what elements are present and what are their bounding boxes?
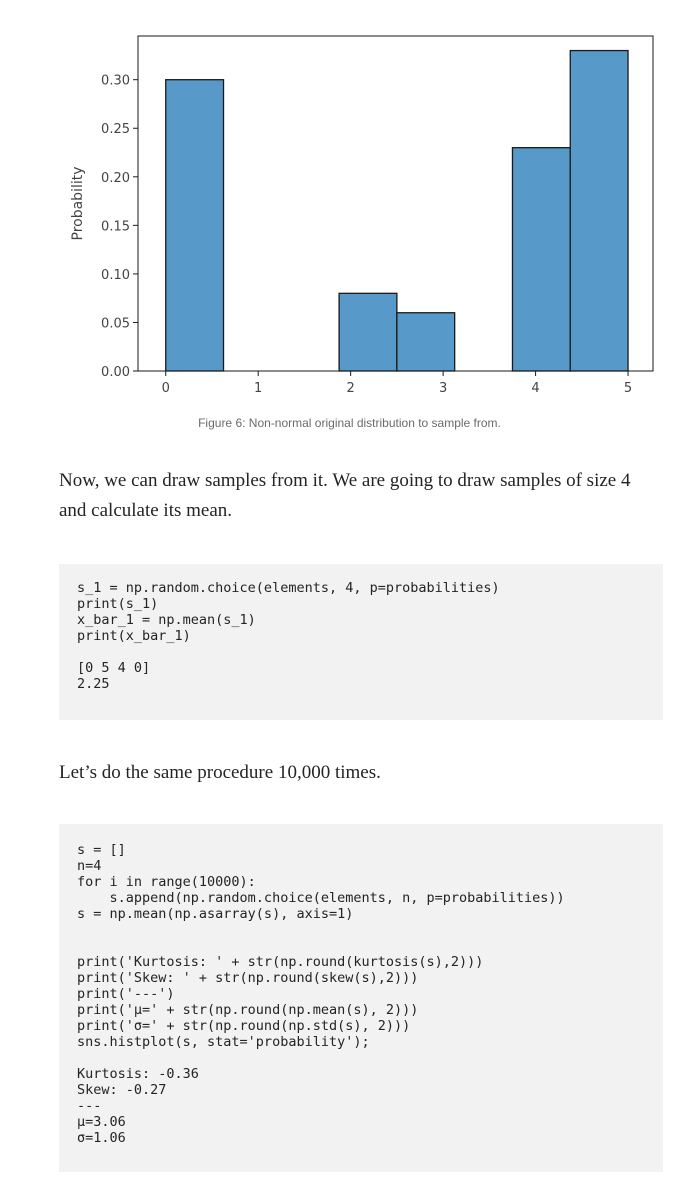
y-tick-label-1: 0.05	[101, 316, 130, 332]
histogram-bar-0	[166, 80, 224, 371]
code-block-2	[59, 824, 663, 1172]
x-tick-label-0: 0	[161, 381, 170, 396]
histogram-chart	[60, 20, 670, 410]
y-tick-label-6: 0.30	[101, 73, 130, 89]
histogram-bar-3	[512, 148, 570, 371]
x-tick-label-3: 3	[438, 381, 448, 396]
y-tick-label-3: 0.15	[101, 219, 130, 235]
code-block-1-source: s_1 = np.random.choice(elements, 4, p=probabilities) print(s_1) x_bar_1 = np.mean(s_1) print(x_bar_1)	[77, 580, 500, 644]
y-tick-label-5: 0.25	[101, 122, 130, 138]
histogram-bar-4	[570, 51, 628, 371]
paragraph-samples: Now, we can draw samples from it. We are going to draw samples of size 4 and calculate its mean.	[59, 470, 631, 521]
x-tick-label-1: 1	[254, 381, 263, 396]
y-tick-label-0: 0.00	[101, 365, 130, 380]
y-axis-label: Probability	[70, 166, 86, 241]
paragraph-repeat: Let’s do the same procedure 10,000 times.	[59, 762, 381, 783]
x-tick-label-4: 4	[531, 381, 540, 396]
x-tick-label-2: 2	[346, 381, 355, 396]
code-block-1-output: [0 5 4 0] 2.25	[77, 660, 151, 692]
y-tick-label-4: 0.20	[101, 170, 130, 186]
histogram-svg	[60, 20, 670, 410]
code-block-2-output: Kurtosis: -0.36 Skew: -0.27 --- μ=3.06 σ=1.06	[77, 1066, 199, 1146]
histogram-bar-2	[397, 313, 455, 371]
code-block-2-source: s = [] n=4 for i in range(10000): s.append(np.random.choice(elements, n, p=probabilities)) s = np.mean(np.asarray(s), axis=1) print('Kurtosis: ' + str(np.round(kurtosis(s),2))) print('Skew: ' + str(np.round(skew(s),2))) print('---') print('μ=' + str(np.round(np.mean(s), 2))) print('σ=' + str(np.round(np.std(s), 2))) sns.histplot(s, stat='probability');	[77, 842, 565, 1050]
histogram-bar-1	[339, 293, 397, 371]
y-tick-label-2: 0.10	[101, 267, 130, 283]
code-block-1	[59, 564, 663, 720]
x-tick-label-5: 5	[623, 381, 633, 396]
figure-caption: Figure 6: Non-normal original distribution to sample from.	[198, 416, 501, 430]
